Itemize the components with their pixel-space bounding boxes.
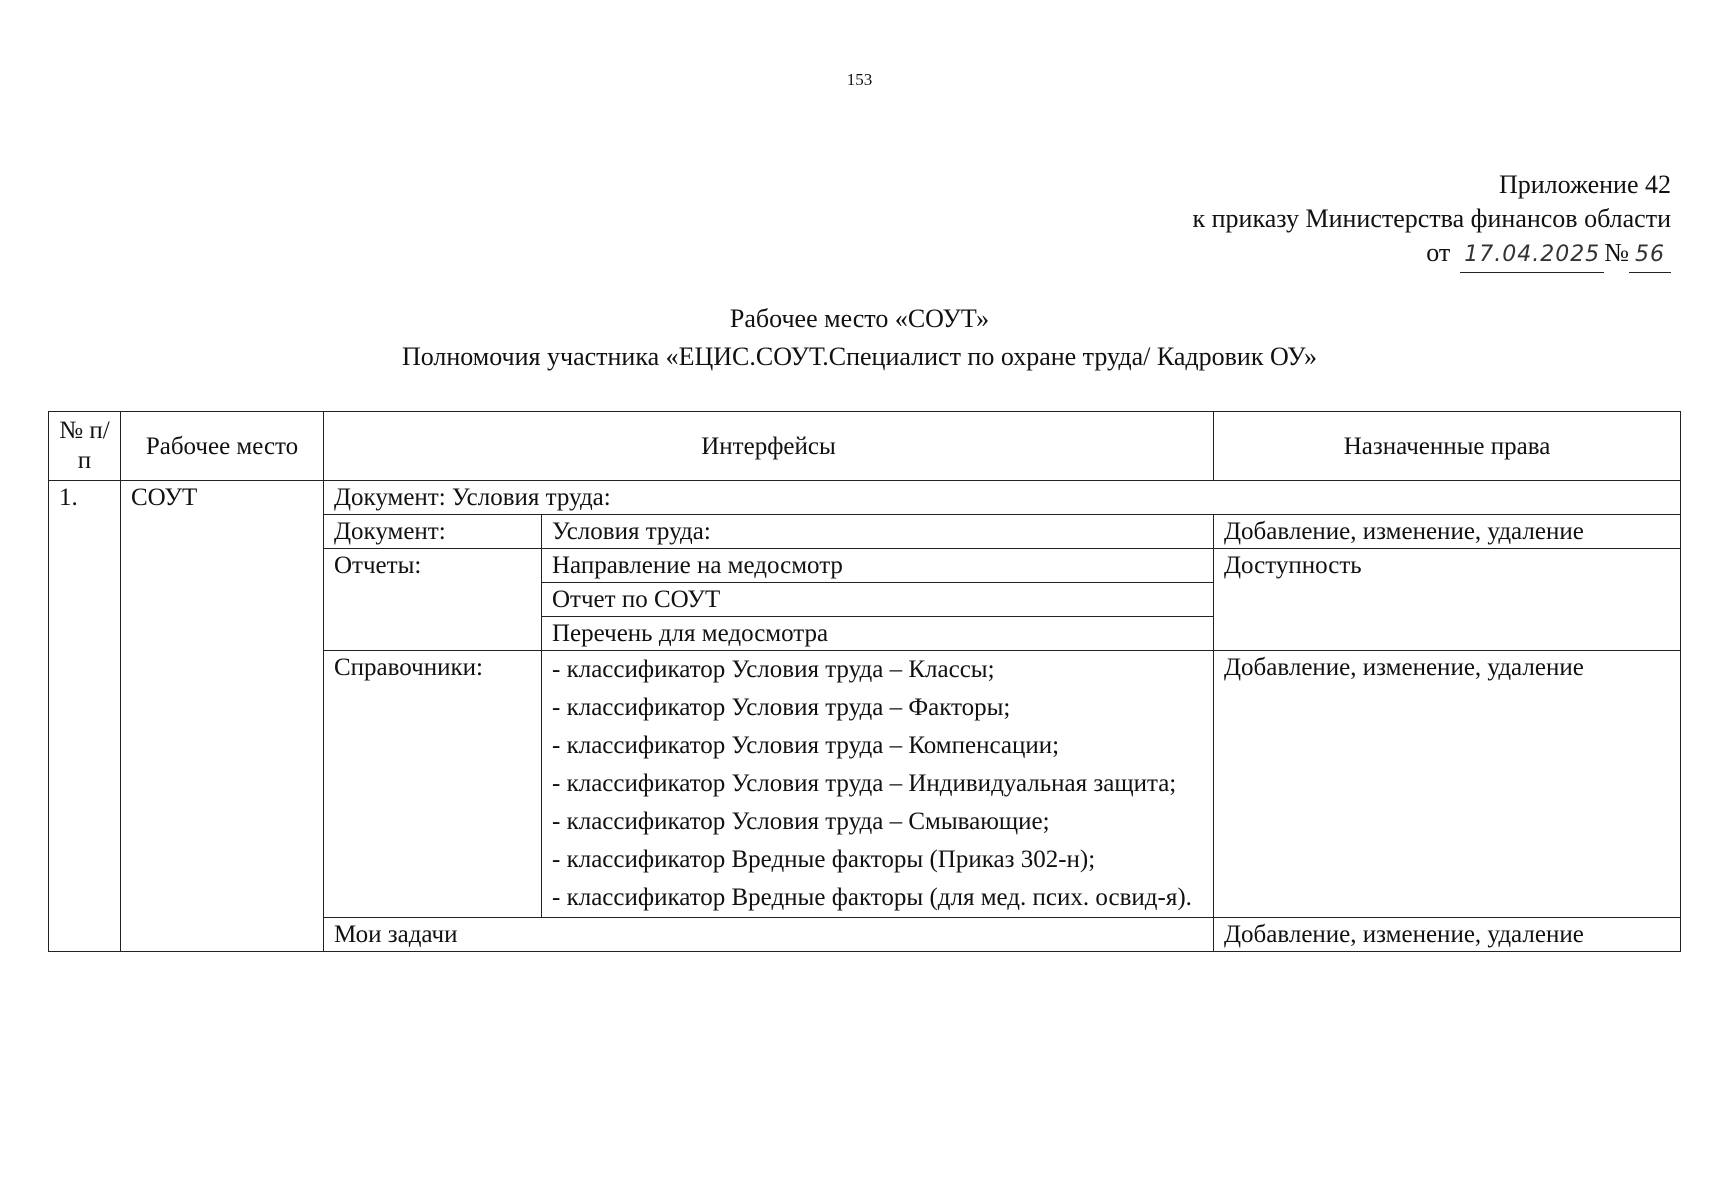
dictionary-item: - классификатор Условия труда – Классы; xyxy=(552,656,995,683)
appendix-title: Приложение 42 xyxy=(1498,170,1671,199)
header-workplace: Рабочее место xyxy=(121,412,324,481)
dictionary-item: - классификатор Условия труда – Индивидуальная защита; xyxy=(552,770,1177,797)
page-number: 153 xyxy=(846,70,873,89)
report-item: Направление на медосмотр xyxy=(542,549,1214,583)
report-item: Перечень для медосмотра xyxy=(542,617,1214,651)
header-rights: Назначенные права xyxy=(1214,412,1681,481)
row-number: 1. xyxy=(49,481,121,952)
dictionaries-rights: Добавление, изменение, удаление xyxy=(1214,651,1681,918)
permissions-table xyxy=(48,411,1681,952)
dictionary-item: - классификатор Условия труда – Смывающие; xyxy=(552,808,1050,835)
appendix-order-reference: к приказу Министерства финансов области xyxy=(1192,204,1671,233)
dictionary-item: - классификатор Условия труда – Факторы; xyxy=(552,694,1011,721)
document-subtitle: Полномочия участника «ЕЦИС.СОУТ.Специалист по охране труда/ Кадровик ОУ» xyxy=(401,342,1318,371)
date-prefix: от xyxy=(1426,238,1451,267)
dictionary-item: - классификатор Вредные факторы (Приказ 302-н); xyxy=(552,846,1096,873)
document-label: Документ: xyxy=(324,515,542,549)
reports-label: Отчеты: xyxy=(324,549,542,651)
tasks-label: Мои задачи xyxy=(324,918,1214,952)
header-interfaces: Интерфейсы xyxy=(324,412,1214,481)
dictionaries-list xyxy=(542,651,1214,918)
document-titles xyxy=(0,300,1719,376)
dictionaries-label: Справочники: xyxy=(324,651,542,918)
document-rights: Добавление, изменение, удаление xyxy=(1214,515,1681,549)
header-num: № п/п xyxy=(49,412,121,481)
report-item: Отчет по СОУТ xyxy=(542,583,1214,617)
number-sign: № xyxy=(1604,238,1629,267)
document-title: Рабочее место «СОУТ» xyxy=(729,304,990,333)
row-workplace: СОУТ xyxy=(121,481,324,952)
appendix-header xyxy=(1193,168,1672,273)
document-item: Условия труда: xyxy=(542,515,1214,549)
dictionary-item: - классификатор Условия труда – Компенсации; xyxy=(552,732,1060,759)
appendix-date-line xyxy=(1193,236,1672,273)
table-header-row xyxy=(49,412,1681,481)
handwritten-date: 17.04.2025 xyxy=(1460,238,1604,273)
document-section-header: Документ: Условия труда: xyxy=(324,481,1681,515)
dictionary-item: - классификатор Вредные факторы (для мед. псих. освид-я). xyxy=(552,884,1192,911)
table-row xyxy=(49,481,1681,515)
tasks-rights: Добавление, изменение, удаление xyxy=(1214,918,1681,952)
reports-rights: Доступность xyxy=(1214,549,1681,651)
handwritten-number: 56 xyxy=(1629,238,1671,273)
